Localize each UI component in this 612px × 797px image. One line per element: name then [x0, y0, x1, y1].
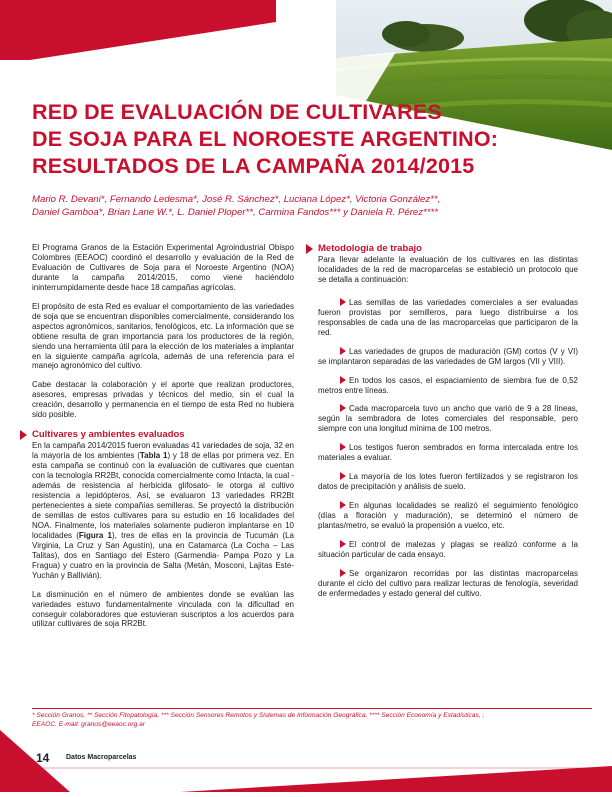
- section-heading-metodologia: [306, 243, 578, 254]
- figure-1-link[interactable]: Figura 1: [78, 530, 113, 540]
- section-title-metodologia: Metodología de trabajo: [318, 243, 422, 254]
- page-number: 14: [36, 751, 50, 765]
- arrow-bullet-icon: [340, 376, 346, 384]
- methodology-intro: Para llevar adelante la evaluación de los cultivares en las distintas localidades de la red de macroparcelas se estableció un protocolo que se detalla a continuación:: [318, 255, 578, 284]
- section-heading-cultivares: [20, 429, 294, 440]
- list-item: En todos los casos, el espaciamiento de siembra fue de 0,52 metros entre líneas.: [318, 375, 578, 395]
- section-title-cultivares: Cultivares y ambientes evaluados: [32, 429, 185, 441]
- list-item: Cada macroparcela tuvo un ancho que varió de 9 a 28 líneas, según la sembradora de lotes comerciales del responsable, pero siempre con una longitud mínima de 100 metros.: [318, 404, 578, 434]
- list-item: En algunas localidades se realizó el seguimiento fenológico (días a floración y maduración), se determinó el número de plantas/metro, se evaluó la propensión a vuelco, etc.: [318, 501, 578, 531]
- right-column: [318, 243, 578, 608]
- cultivares-text-c: ), tres de ellas en la provincia de Tucumán (La Virginia, La Cruz y San Agustín), una en Catamarca (La Cocha – Las Talitas), dos en Santiago del Estero (Garmendia- Pampa Pozo y La Fragua) y cuatro en la provincia de Salta (Metán, Mosconi, Lajitas Este-Yuchán y Ballivián).: [32, 530, 294, 580]
- cultivares-paragraph: [32, 441, 294, 580]
- footnote-line-2[interactable]: EEAOC. E-mail: granos@eeaoc.org.ar: [32, 720, 145, 728]
- footnote-line-1: * Sección Granos, ** Sección Fitopatología, *** Sección Sensores Remotos y Sistemas de Información Geográfica, **** Sección Economía y Estadísticas, ;: [32, 712, 485, 719]
- title-line-1: RED DE EVALUACIÓN DE CULTIVARES: [32, 100, 442, 124]
- intro-paragraph: El Programa Granos de la Estación Experimental Agroindustrial Obispo Colombres (EEAOC) coordinó el desarrollo y evaluación de la Red de Evaluación de Cultivares de Soja para el Noroeste Argentino (NOA) durante la campaña 2014/2015, como viene haciéndolo ininterrumpidamente desde hace 18 campañas agrícolas.: [32, 243, 294, 292]
- arrow-bullet-icon: [340, 298, 346, 306]
- left-column: [32, 243, 294, 638]
- purpose-paragraph: El propósito de esta Red es evaluar el comportamiento de las variedades de soja que se encuentran disponibles comercialmente, considerando los aspectos agronómicos, sanitarios, fenológicos, etc. La información que se obtiene resulta de gran importancia para los productores de la región, siendo una herramienta útil para la elección de los materiales a implantar en la siguiente campaña agrícola, además de una referencia para el manejo agronómico del cultivo.: [32, 301, 294, 371]
- arrow-bullet-icon: [340, 540, 346, 548]
- list-item: Los testigos fueron sembrados en forma intercalada entre los materiales a evaluar.: [318, 443, 578, 463]
- cultivares-text-a: En la campaña 2014/2015 fueron evaluadas 41 variedades de soja, 32 en la mayoría de los ambientes (: [32, 441, 294, 461]
- triangle-bullet-icon: [20, 430, 27, 440]
- collaboration-paragraph: Cabe destacar la colaboración y el aporte que realizan productores, asesores, empresas privadas y técnicos del medio, sin el cual la creación, desarrollo y permanencia en el tiempo de esta Red no hubiera sido posible.: [32, 380, 294, 420]
- title-line-3: RESULTADOS DE LA CAMPAÑA 2014/2015: [32, 154, 475, 178]
- list-item: Las variedades de grupos de maduración (GM) cortos (V y VI) se implantaron separadas de las variedades de GM largos (VII y VIII).: [318, 346, 578, 366]
- authors-line-1: Mario R. Devani*, Fernando Ledesma*, José R. Sánchez*, Luciana López*, Victoria González**,: [32, 194, 441, 205]
- environments-paragraph: La disminución en el número de ambientes donde se evalúan las variedades estuvo fundamentalmente vinculada con la dificultad en conseguir colaboradores que estuvieran suscriptos a los acuerdos para utilizar cultivares de soja RR2Bt.: [32, 589, 294, 629]
- top-red-banner: [0, 0, 276, 60]
- article-title: [32, 99, 592, 180]
- arrow-bullet-icon: [340, 404, 346, 412]
- title-line-2: DE SOJA PARA EL NOROESTE ARGENTINO:: [32, 127, 499, 151]
- list-item: Las semillas de las variedades comerciales a ser evaluadas fueron provistas por semilleros, para luego distribuirse a los responsables de cada una de las macroparcelas que participaron de la red.: [318, 297, 578, 337]
- table-1-link[interactable]: Tabla 1: [139, 451, 168, 461]
- footnote-divider: [32, 708, 592, 709]
- arrow-bullet-icon: [340, 443, 346, 451]
- cultivares-text-b: ) y 18 de ellas por primera vez. En esta campaña se continuó con la evaluación de cultivares que cuentan con la tecnología RR2Bt, conocida comercialmente como Intacta, la cual -además de resistencia al herbicida glifosato- le otorga al cultivo resistencia a lepidópteros. Así, se evaluaron 13 variedades RR2Bt pertenecientes a siete compañías semilleras. Se proyectó la distribución de semillas de estos cultivares para su estudio en 16 localidades del NOA. Finalmente, los materiales solamente pudieron implantarse en 10 localidades (: [32, 451, 294, 540]
- arrow-bullet-icon: [340, 347, 346, 355]
- list-item: El control de malezas y plagas se realizó conforme a la situación particular de cada ensayo.: [318, 540, 578, 559]
- authors: [32, 193, 592, 219]
- arrow-bullet-icon: [340, 472, 346, 480]
- list-item: Se organizaron recorridas por las distintas macroparcelas durante el ciclo del cultivo para realizar lecturas de fenología, severidad de enfermedades y estado general del cultivo.: [318, 568, 578, 598]
- authors-line-2: Daniel Gamboa*, Brian Lane W.*, L. Daniel Ploper**, Carmina Fandos*** y Daniela R. Pérez****: [32, 207, 438, 218]
- list-item: La mayoría de los lotes fueron fertilizados y se registraron los datos de precipitación y análisis de suelo.: [318, 472, 578, 492]
- arrow-bullet-icon: [340, 569, 346, 577]
- triangle-bullet-icon: [306, 244, 313, 254]
- arrow-bullet-icon: [340, 501, 346, 509]
- running-title: Datos Macroparcelas: [66, 754, 137, 761]
